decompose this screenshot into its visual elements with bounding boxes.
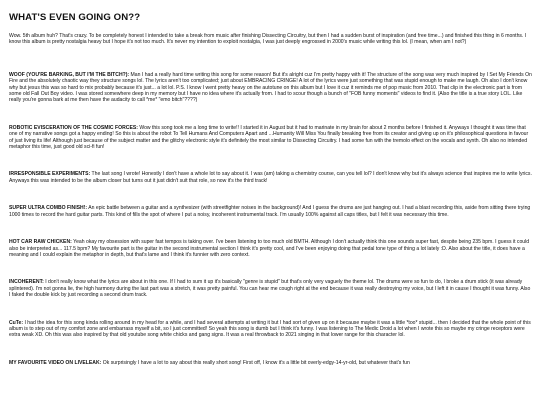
song-title: MY FAVOURITE VIDEO ON LIVELEAK: <box>9 359 102 366</box>
page-title: WHAT'S EVEN GOING ON?? <box>9 12 141 23</box>
song-title: INCOHERENT: <box>9 279 44 286</box>
song-title: WOOF (YOU'RE BARKING, BUT I'M THE BITCH?): <box>9 71 130 78</box>
song-title: CuTe: <box>9 319 24 326</box>
song-title: ROBOTIC EVISCERATION OF THE COSMIC FORCES: <box>9 124 138 131</box>
intro-paragraph: Wow. 5th album huh? That's crazy. To be completely honest I intended to take a break from music after finishing Dissecting Circuitry, but then I had a sudden burst of inspiration (and free time...) and finished this thing in 6 months. I know this album is pretty nostalgia heavy but I hope it's not too much. It's never my intention to exploit nostalgia, I was just deeply engrossed in 2000's music while writing this lol. (I mean, when am I not?) <box>9 33 527 46</box>
song-entry-incoherent <box>9 279 532 298</box>
song-notes: An epic battle between a guitar and a synthesizer (with streetfighter noises in the background)! And I guess the drums are just hanging out. I had a blast recording this, aside from sitting there trying 1000 times to record the hard guitar parts. This kind of fills the spot of where I put a noisy, incoherent instrumental track. I'm usually 100% against all caps titles, but I felt it was necessary this time. <box>9 205 531 218</box>
song-entry-super-ultra-combo <box>9 205 532 218</box>
song-entry-robotic-evisceration <box>9 125 532 151</box>
song-notes: Ok surprisingly I have a lot to say about this really short song! First off, I know it's a little bit overly-edgy-14-yr-old, but whatever that's fun <box>101 359 410 366</box>
song-title: SUPER ULTRA COMBO FINISH!: <box>9 205 88 212</box>
song-title: IRRESPONSIBLE EXPERIMENTS: <box>9 171 91 178</box>
song-notes: Yeah okay my obsession with super fast tempos is taking over. I've been listening to too much old BMTH. Although I don't actually think this one sounds super fast, despite being 235 bpm. I guess it could also be interpreted as... 117.5 bpm? My favourite part is the guitar in the second instrumental section I think it's pretty cool, and I've been enjoying doing that pedal tone type of thing a lot lately :D. Also about the title, it does have a meaning and I could explain the metaphor in depth, but that's lame and I think it's funnier with zero context. <box>9 239 530 258</box>
song-entry-hot-car-raw-chicken <box>9 239 532 258</box>
song-notes: I had the idea for this song kinda rolling around in my head for a while, and I had several attempts at writing it but I had sort of given up on it because maybe it was a little *too* stupid... then I decided that the whole point of this album is to step out of my comfort zone and embarrass myself a bit, so I just committed! So yeah this song is dumb but I think it's funny. I was listening to The Medic Droid a lot when I wrote this so maybe my cringe receptors were extra weak XD. Oh this was also inspired by that old youtube song white chicks and gang signs. It was a real throwback to 2021 singing in that lower range for this character lol. <box>9 319 531 339</box>
song-notes: I don't really know what the lyrics are about in this one. If I had to sum it up it's basically "genre is stupid" but that's only very vaguely the theme lol. The drums were so fun to do, I broke a drum stick (it was already splintered). I'm not gonna lie, the high harmony during the last part was a stretch, it was pretty painful. You can hear me cough right at the end because it was really destroying my voice, but I left it in cause I thought it was funny. Also I faked the double kick by just recording a second drum track. <box>9 279 531 299</box>
song-notes: Wow this song took me a long time to write!! I started it in August but it had to marinate in my brain for about 2 months before I finished it. Anyways I thought it was time that one of my narrative songs got a happy ending! So this is about the robot To Tell Humans And Computers Apart and ...Humanity Will Miss You finally breaking free from its creator and giving up on it's philosophical questions in favour of just living its life! Although just because of the subject matter and the glitchy electronic style it's definitely the most similar to Dissecting Circuitry. I had some fun with the tremolo effect on the vocals and synth. Oh also no intended metaphor this time, just good old sci-fi fun! <box>9 124 529 151</box>
song-notes: Man I had a really hard time writing this song for some reason! But it's alright cuz I'm pretty happy with it! The structure of the song was very much inspired by I Set My Friends On Fire and the absolutely chaotic way they structure songs lol. The lyrics aren't too complicated; just about EMBRACING CRINGE! A lot of the lyrics were just something that was stupid enough to make me laugh. Oh also I don't know why but jesus this was so hard to mix probably because it's just... a lot lol. P.S. I know I went pretty heavy on the autotune on this album but I love it cuz it reminds me of pop music from 2010. That clip in the electronic part is from some old Fall Out Boy video. I was stored somewhere deep in my memory but I have no idea where it's actually from. I had to scour though a bunch of "FOB funny moments" videos to find it. (Also the title is a true story LOL. Like really you're gonna bark at me then have the audacity to call *me* "emo bitch"????) <box>9 71 532 104</box>
song-entry-irresponsible-experiments <box>9 171 532 184</box>
song-entry-my-favourite-video <box>9 360 532 366</box>
song-entry-cute <box>9 320 532 339</box>
song-entry-woof <box>9 72 532 104</box>
song-notes: The last song I wrote! Honestly I don't have a whole lot to say about it. I was (am) taking a chemistry course, can you tell lol? I don't know why but it's always science that inspires me to write lyrics. Anyways this was intended to be the album closer but turns out it just didn't suit that role, so now it's the third track! <box>9 171 532 184</box>
song-title: HOT CAR RAW CHICKEN: <box>9 239 72 246</box>
